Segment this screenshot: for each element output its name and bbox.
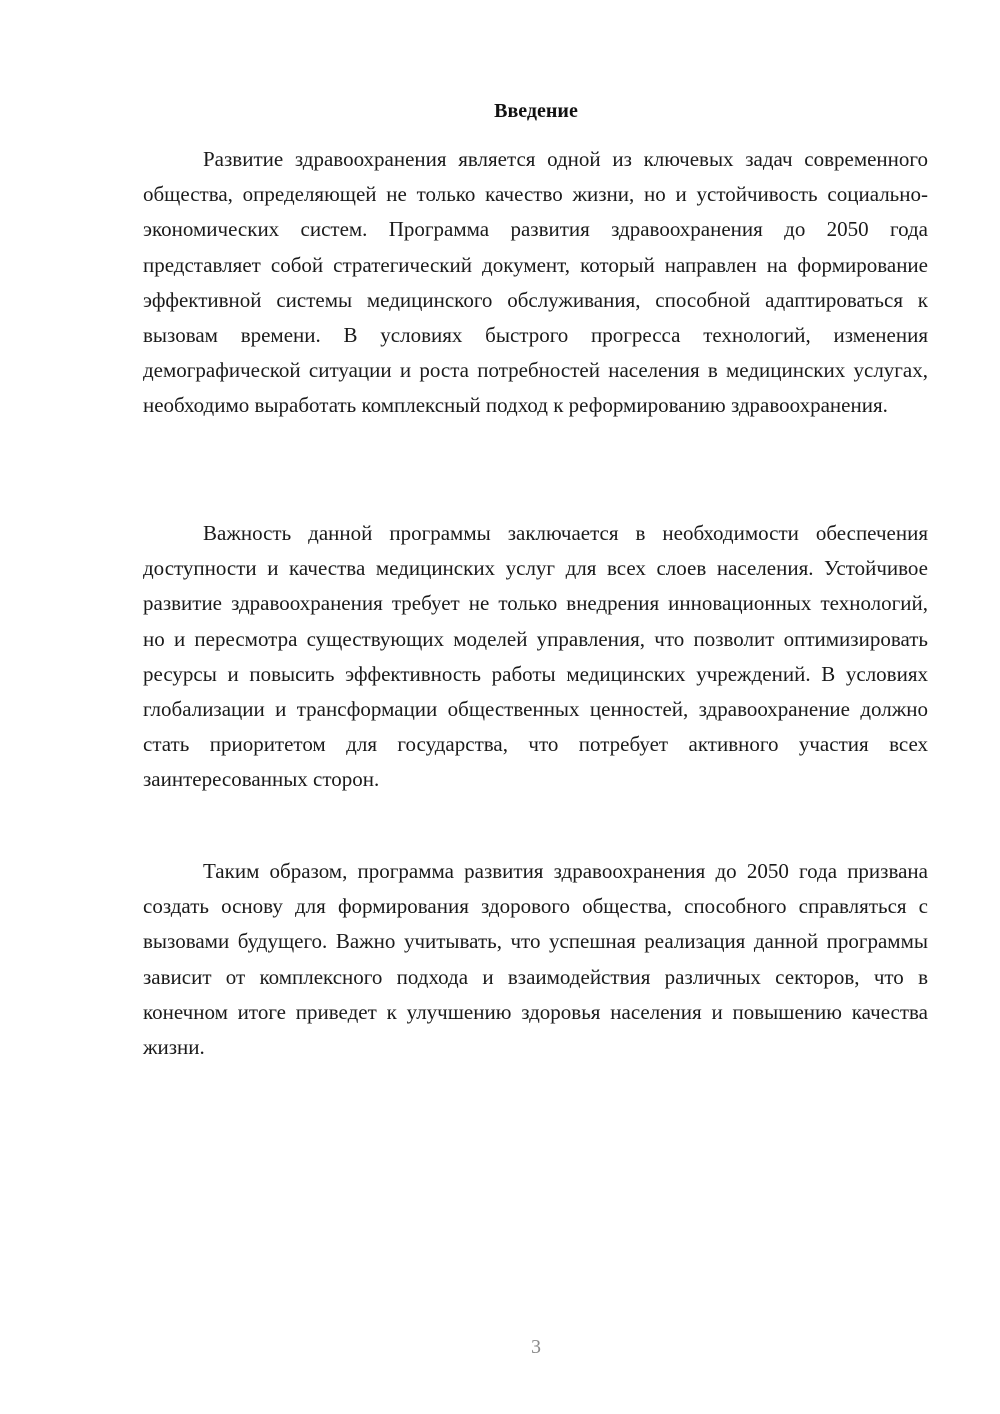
paragraph-2: Важность данной программы заключается в необходимости обеспечения доступности и качества медицинских услуг для всех слоев населения. Устойчивое развитие здравоохранения требует не только внедрения инновационных технологий, но и пересмотра существующих моделей управления, что позволит оптимизировать ресурсы и повысить эффективность работы медицинских учреждений. В условиях глобализации и трансформации общественных ценностей, здравоохранение должно стать приоритетом для государства, что потребует активного участия всех заинтересованных сторон. [143, 521, 928, 792]
page-number: 3 [531, 1336, 541, 1358]
section-heading: Введение [494, 100, 578, 122]
paragraph-3: Таким образом, программа развития здравоохранения до 2050 года призвана создать основу для формирования здорового общества, способного справляться с вызовами будущего. Важно учитывать, что успешная реализация данной программы зависит от комплексного подхода и взаимодействия различных секторов, что в конечном итоге приведет к улучшению здоровья населения и повышению качества жизни. [143, 859, 928, 1060]
paragraph-1: Развитие здравоохранения является одной из ключевых задач современного общества, определяющей не только качество жизни, но и устойчивость социально-экономических систем. Программа развития здравоохранения до 2050 года представляет собой стратегический документ, который направлен на формирование эффективной системы медицинского обслуживания, способной адаптироваться к вызовам времени. В условиях быстрого прогресса технологий, изменения демографической ситуации и роста потребностей населения в медицинских услугах, необходимо выработать комплексный подход к реформированию здравоохранения. [143, 147, 928, 418]
